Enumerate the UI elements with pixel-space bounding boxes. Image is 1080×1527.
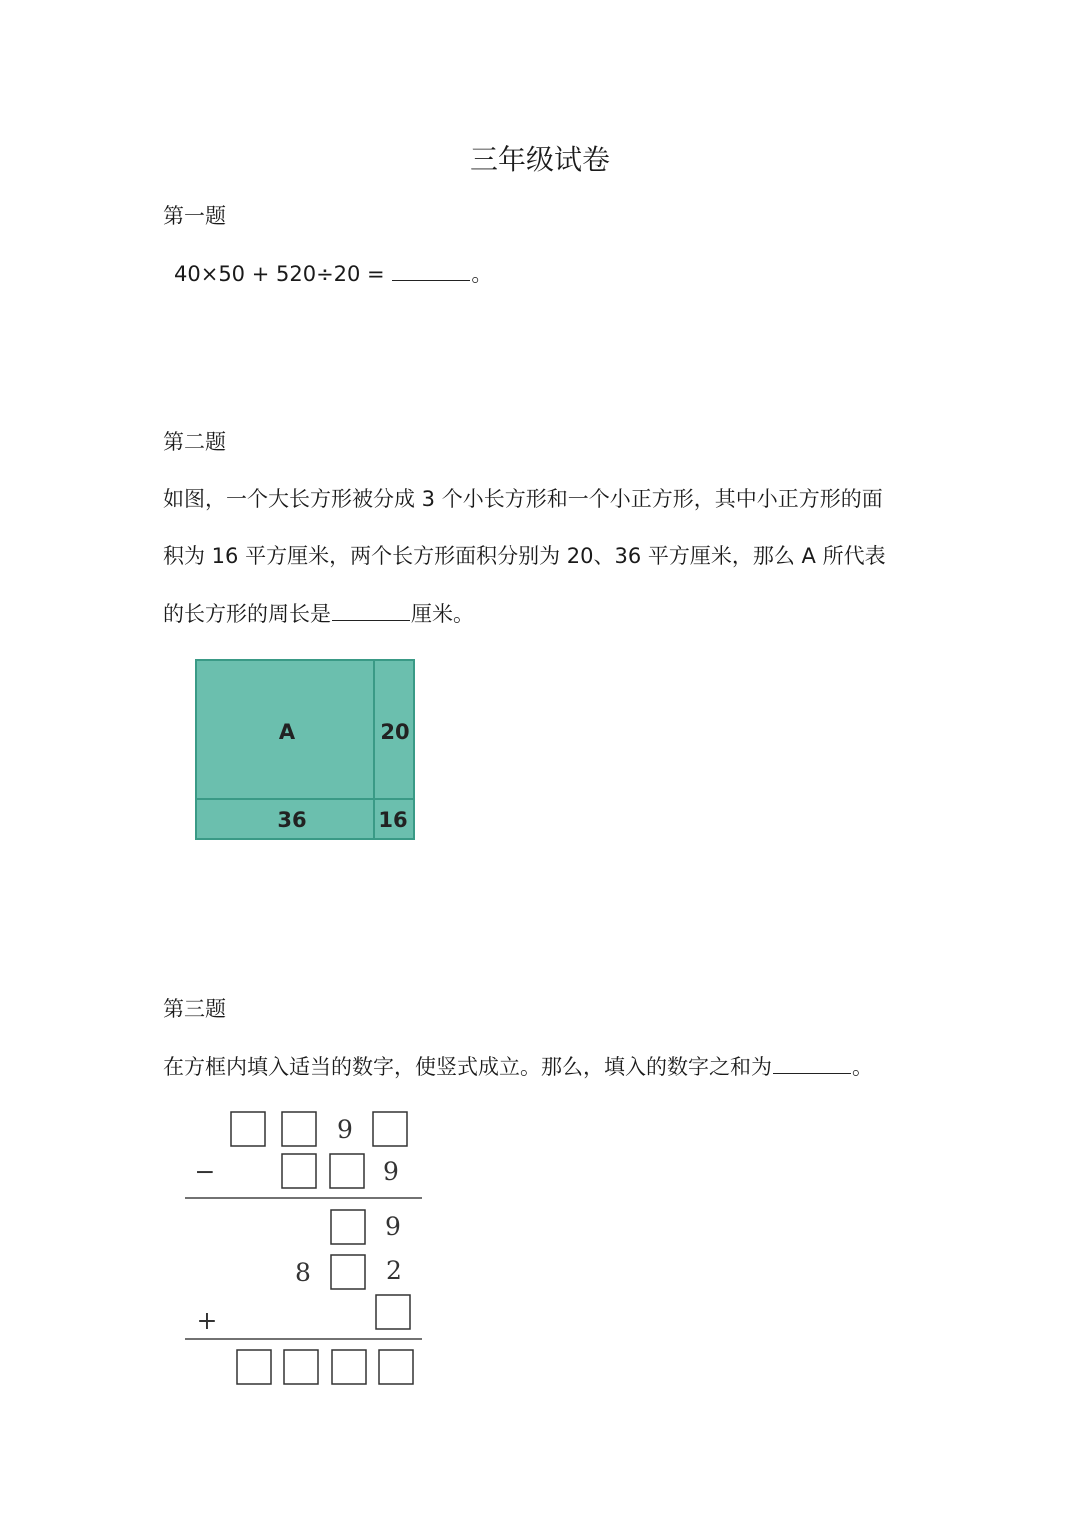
digit-box [331,1255,365,1289]
digit-box [332,1350,366,1384]
label-20: 20 [380,720,410,744]
row-4-digit-right: 2 [386,1256,402,1285]
answer-blank-3[interactable] [773,1051,851,1074]
digit-box [282,1112,316,1146]
row-1-digit: 9 [337,1115,353,1144]
digit-box [282,1154,316,1188]
question-2-heading: 第二题 [163,430,226,454]
question-2-line-1: 如图，一个大长方形被分成 3 个小长方形和一个小正方形，其中小正方形的面 [163,487,883,511]
minus-sign: − [194,1157,216,1186]
digit-box [231,1112,265,1146]
plus-sign: + [196,1306,218,1335]
line-3-text: 的长方形的周长是 [163,602,331,626]
row-2-digit: 9 [383,1157,399,1186]
expression-end: 。 [471,262,493,286]
digit-box [379,1350,413,1384]
digit-box [284,1350,318,1384]
label-36: 36 [277,808,307,832]
vertical-arithmetic-figure [160,1100,440,1400]
digit-box [373,1112,407,1146]
digit-box [237,1350,271,1384]
question-2-line-2: 积为 16 平方厘米，两个长方形面积分别为 20、36 平方厘米，那么 A 所代表 [163,544,886,568]
digit-box [331,1210,365,1244]
question-1-expression [174,258,492,289]
expression-text: 40×50 + 520÷20 = [174,262,385,286]
label-a: A [278,720,296,744]
answer-blank-1[interactable] [392,258,470,281]
page-title: 三年级试卷 [469,143,610,176]
row-4-digit-left: 8 [295,1258,311,1287]
rectangle-figure [195,659,415,840]
question-3-end: 。 [852,1055,873,1079]
answer-blank-2[interactable] [332,598,410,621]
question-2-line-3 [163,598,474,629]
label-16: 16 [378,808,408,832]
question-1-heading: 第一题 [163,204,226,228]
line-3-unit: 厘米。 [411,602,474,626]
question-3-prompt: 在方框内填入适当的数字，使竖式成立。那么，填入的数字之和为 [163,1055,772,1079]
question-3-text [163,1051,873,1082]
digit-box [330,1154,364,1188]
row-3-digit: 9 [385,1212,401,1241]
digit-box [376,1295,410,1329]
question-3-heading: 第三题 [163,997,226,1021]
